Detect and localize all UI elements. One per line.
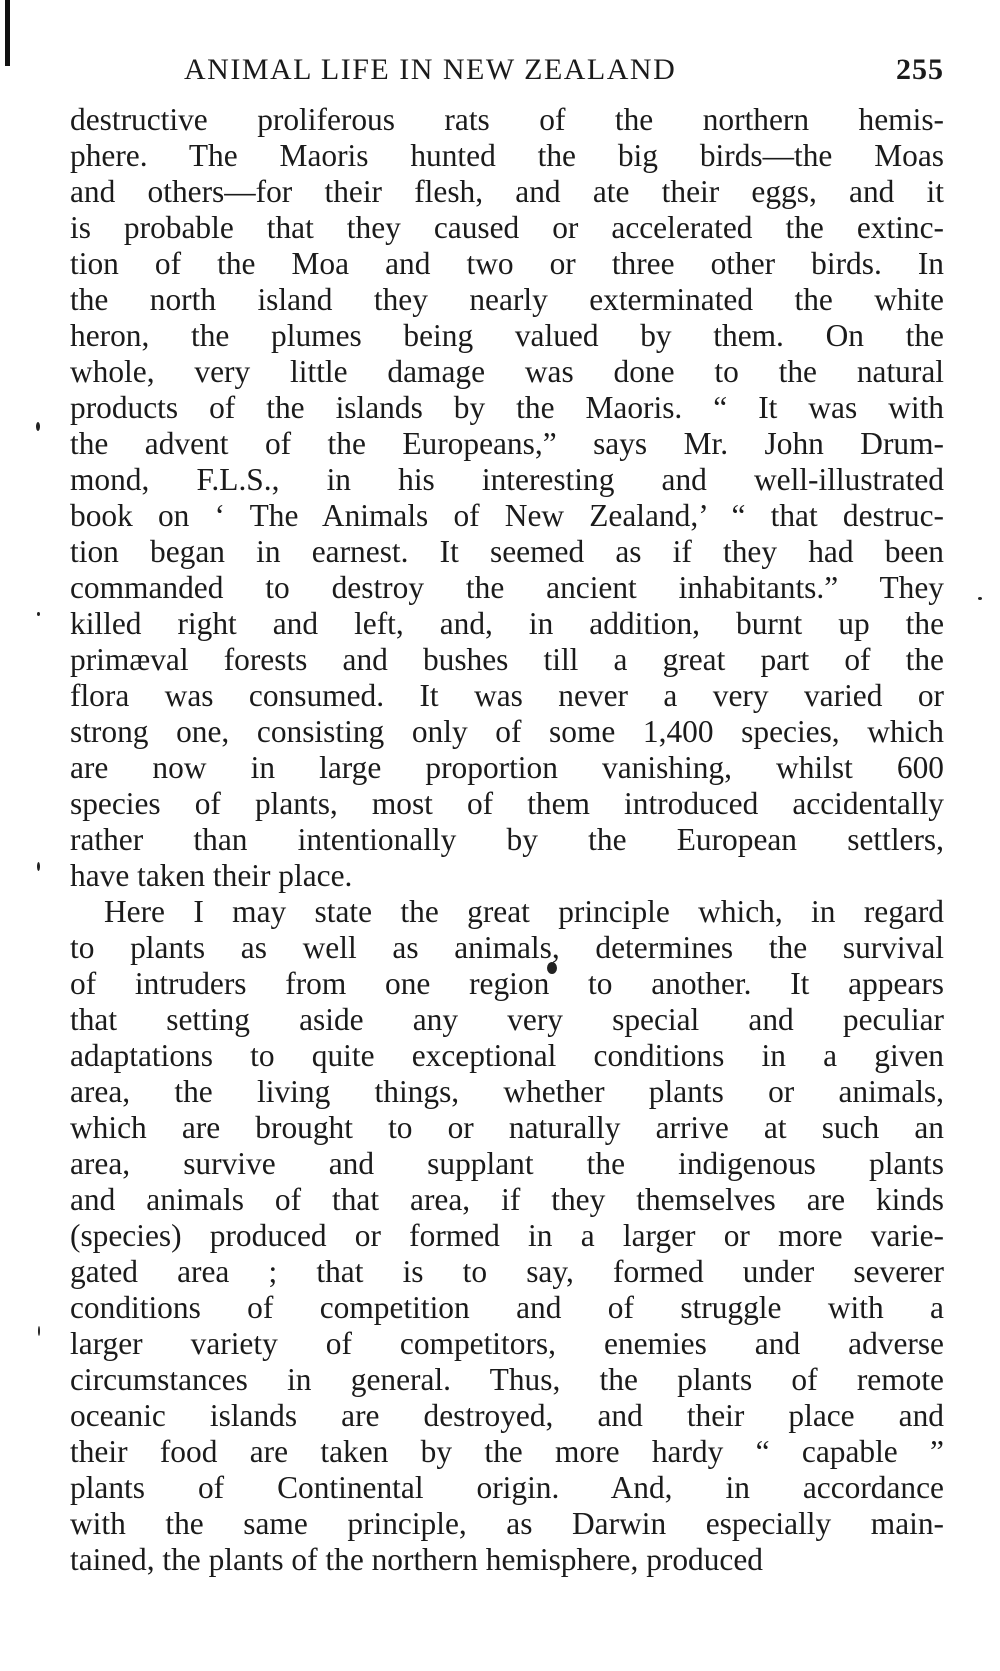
text-line: have taken their place. [70, 858, 353, 893]
text-line: tion of the Moa and two or three other birds. In [70, 246, 944, 281]
text-line: the north island they nearly exterminated the white [70, 282, 944, 317]
text-line: their food are taken by the more hardy “ capable ” [70, 1434, 944, 1469]
running-header [184, 50, 944, 90]
text-line: area, survive and supplant the indigenous plants [70, 1146, 944, 1181]
text-line: conditions of competition and of struggle with a [70, 1290, 944, 1325]
text-line: of intruders from one region to another. It appears [70, 966, 944, 1001]
text-line: plants of Continental origin. And, in accordance [70, 1470, 944, 1505]
text-line: and others—for their flesh, and ate their eggs, and it [70, 174, 944, 209]
text-line: book on ‘ The Animals of New Zealand,’ “ that destruc- [70, 498, 944, 533]
text-line: mond, F.L.S., in his interesting and well-illustrated [70, 462, 944, 497]
text-line: area, the living things, whether plants or animals, [70, 1074, 944, 1109]
text-line: (species) produced or formed in a larger or more varie- [70, 1218, 944, 1253]
text-line: that setting aside any very special and peculiar [70, 1002, 944, 1037]
text-line: tained, the plants of the northern hemisphere, produced [70, 1542, 763, 1577]
text-line: are now in large proportion vanishing, whilst 600 [70, 750, 944, 785]
text-line: to plants as well as animals, determines the survival [70, 930, 944, 965]
ink-speck [38, 1326, 40, 1336]
text-line: larger variety of competitors, enemies and adverse [70, 1326, 944, 1361]
text-line: gated area ; that is to say, formed under severer [70, 1254, 944, 1289]
text-line: circumstances in general. Thus, the plants of remote [70, 1362, 944, 1397]
text-line: products of the islands by the Maoris. “ It was with [70, 390, 944, 425]
paragraph [70, 894, 944, 1578]
body-text [70, 102, 944, 1578]
text-line: rather than intentionally by the European settlers, [70, 822, 944, 857]
text-line: which are brought to or naturally arrive at such an [70, 1110, 944, 1145]
ink-speck [37, 862, 40, 871]
running-title: ANIMAL LIFE IN NEW ZEALAND [184, 53, 677, 86]
ink-speck [36, 422, 40, 431]
text-line: heron, the plumes being valued by them. On the [70, 318, 944, 353]
ink-speck [37, 612, 40, 616]
text-line: Here I may state the great principle which, in regard [104, 894, 944, 929]
text-line: strong one, consisting only of some 1,400 species, which [70, 714, 944, 749]
text-line: whole, very little damage was done to the natural [70, 354, 944, 389]
text-line: tion began in earnest. It seemed as if they had been [70, 534, 944, 569]
text-line: the advent of the Europeans,” says Mr. John Drum- [70, 426, 944, 461]
text-line: destructive proliferous rats of the northern hemis- [70, 102, 944, 137]
text-line: flora was consumed. It was never a very varied or [70, 678, 944, 713]
text-line: species of plants, most of them introduced accidentally [70, 786, 944, 821]
page-number: 255 [896, 53, 944, 86]
page-edge-mark [5, 0, 10, 66]
text-line: killed right and left, and, in addition, burnt up the [70, 606, 944, 641]
text-line: phere. The Maoris hunted the big birds—the Moas [70, 138, 944, 173]
text-line: oceanic islands are destroyed, and their place and [70, 1398, 944, 1433]
text-line: adaptations to quite exceptional conditions in a given [70, 1038, 944, 1073]
ink-speck [978, 597, 982, 600]
text-line: is probable that they caused or accelerated the extinc- [70, 210, 944, 245]
text-line: and animals of that area, if they themselves are kinds [70, 1182, 944, 1217]
paragraph [70, 102, 944, 894]
text-line: commanded to destroy the ancient inhabitants.” They [70, 570, 944, 605]
text-line: primæval forests and bushes till a great part of the [70, 642, 944, 677]
text-line: with the same principle, as Darwin especially main- [70, 1506, 944, 1541]
